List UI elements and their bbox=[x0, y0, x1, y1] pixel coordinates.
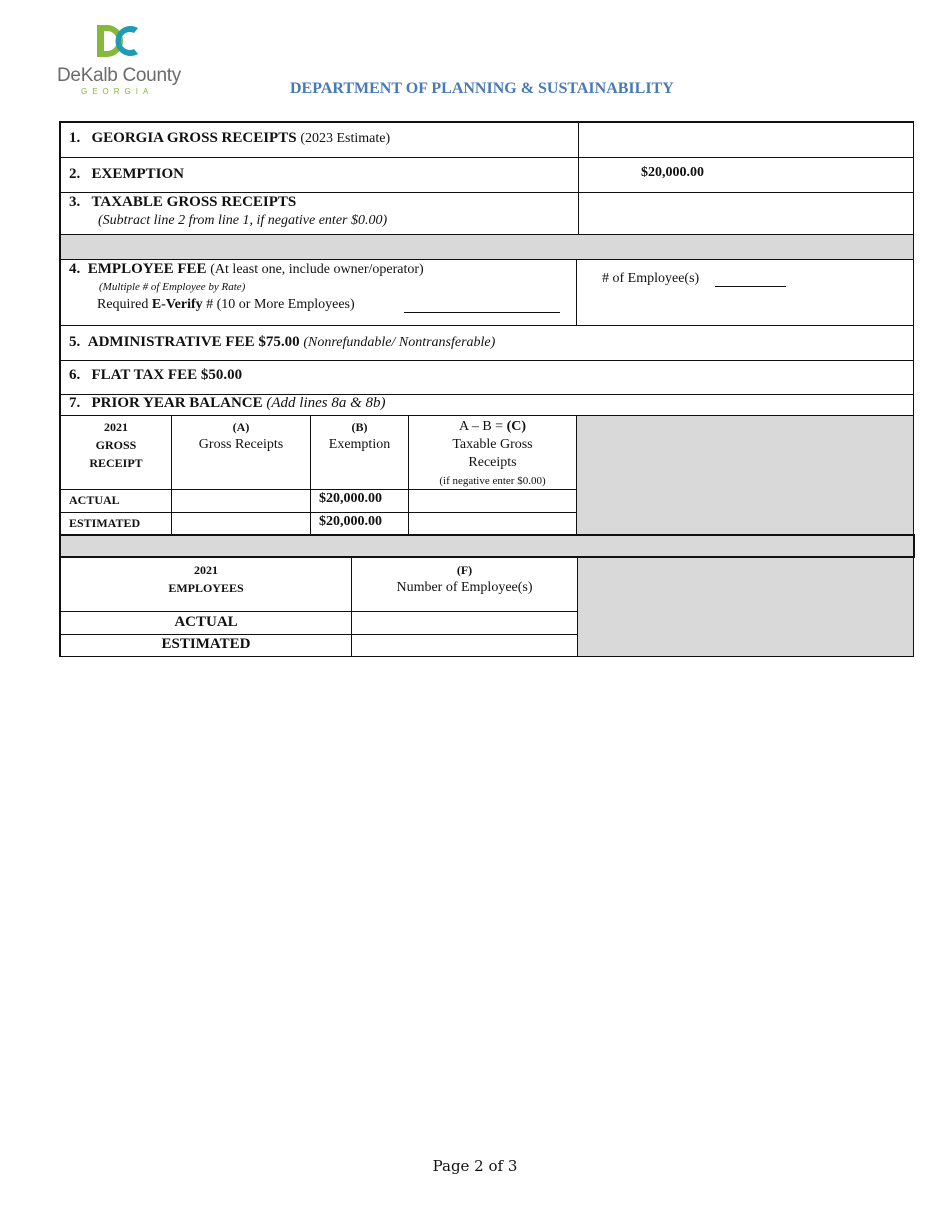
everify-label: Required E-Verify # (10 or More Employees) bbox=[97, 297, 355, 312]
line-6-label: 6. FLAT TAX FEE $50.00 bbox=[69, 367, 243, 383]
col-c-header: A – B = (C) Taxable Gross Receipts (if negative enter $0.00) bbox=[439, 419, 546, 487]
gross-row-actual-label: ACTUAL bbox=[69, 493, 120, 507]
everify-number-field[interactable] bbox=[404, 312, 560, 313]
gross-row-estimated-exemption: $20,000.00 bbox=[319, 514, 382, 529]
shaded-separator-row-2 bbox=[61, 535, 913, 556]
gross-row-estimated-label: ESTIMATED bbox=[69, 516, 141, 530]
line-7-label: 7. PRIOR YEAR BALANCE (Add lines 8a & 8b) bbox=[69, 395, 386, 411]
logo-state: GEORGIA bbox=[81, 87, 154, 96]
col-f-header: (F) Number of Employee(s) bbox=[396, 563, 533, 595]
line-2-value: $20,000.00 bbox=[641, 165, 704, 180]
line-4-label: 4. EMPLOYEE FEE (At least one, include owner/operator) bbox=[69, 261, 424, 277]
shaded-separator-row bbox=[61, 234, 913, 259]
line-5-label: 5. ADMINISTRATIVE FEE $75.00 (Nonrefundable/ Nontransferable) bbox=[69, 334, 496, 350]
line-2-label: 2. EXEMPTION bbox=[69, 166, 185, 182]
dc-logo-icon bbox=[91, 20, 181, 64]
department-title: DEPARTMENT OF PLANNING & SUSTAINABILITY bbox=[290, 80, 674, 97]
gross-row-actual-gross-field[interactable] bbox=[173, 491, 308, 511]
line-3-note: (Subtract line 2 from line 1, if negative enter $0.00) bbox=[98, 213, 388, 228]
line-3-value-field[interactable] bbox=[581, 195, 911, 231]
logo-name: DeKalb County bbox=[57, 65, 181, 86]
fee-form bbox=[59, 121, 915, 657]
col-b-header: (B) Exemption bbox=[328, 420, 391, 452]
col-a-header: (A) Gross Receipts bbox=[198, 420, 284, 452]
line-1-value-field[interactable] bbox=[581, 125, 911, 155]
gross-row-actual-exemption: $20,000.00 bbox=[319, 491, 382, 506]
employees-year-header: 2021 EMPLOYEES bbox=[168, 563, 244, 595]
employee-count-label: # of Employee(s) bbox=[602, 271, 700, 286]
gross-row-estimated-taxable-field[interactable] bbox=[410, 514, 575, 533]
shaded-block-employees bbox=[578, 556, 913, 657]
gross-row-estimated-gross-field[interactable] bbox=[173, 514, 308, 533]
line-3-label: 3. TAXABLE GROSS RECEIPTS bbox=[69, 194, 297, 210]
line-4-subnote: (Multiple # of Employee by Rate) bbox=[99, 281, 246, 293]
employees-row-estimated-label: ESTIMATED bbox=[161, 636, 251, 652]
page-number: Page 2 of 3 bbox=[432, 1157, 518, 1175]
employees-row-actual-label: ACTUAL bbox=[174, 614, 238, 630]
line-1-label: 1. GEORGIA GROSS RECEIPTS (2023 Estimate) bbox=[69, 130, 391, 146]
employees-row-actual-field[interactable] bbox=[353, 613, 576, 633]
gross-year-header: 2021 GROSS RECEIPT bbox=[89, 420, 143, 470]
dekalb-county-logo bbox=[55, 20, 185, 100]
employee-count-field[interactable] bbox=[715, 286, 786, 287]
employees-row-estimated-field[interactable] bbox=[353, 636, 576, 655]
gross-row-actual-taxable-field[interactable] bbox=[410, 491, 575, 511]
shaded-block-gross bbox=[577, 415, 913, 534]
